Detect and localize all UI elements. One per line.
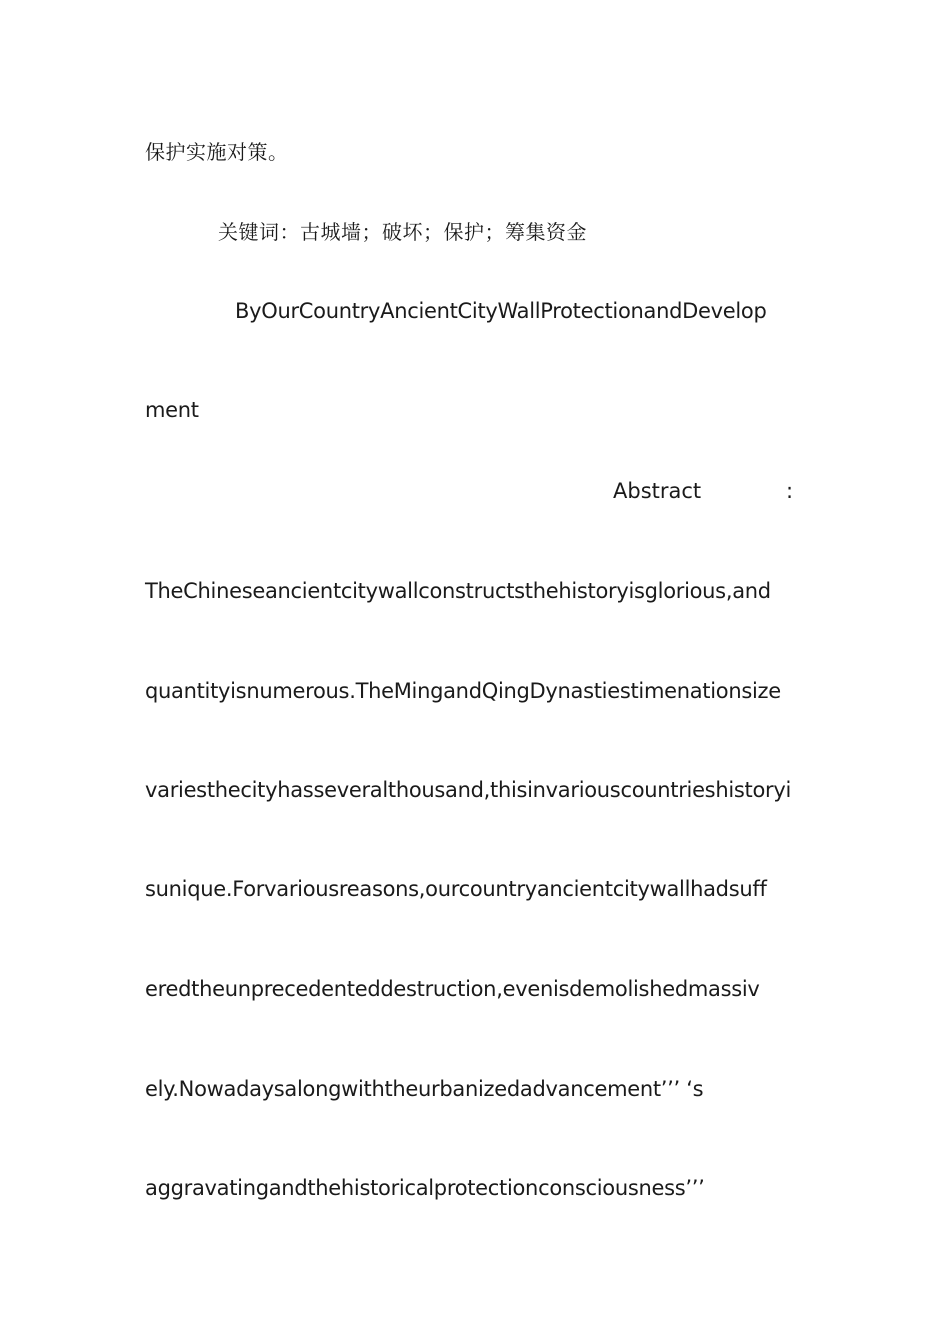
- abstract-line: quantityisnumerous.TheMingandQingDynastiestimenationsize: [145, 679, 781, 703]
- keywords-line: 关键词：古城墙；破坏；保护；筹集资金: [218, 220, 587, 244]
- english-title-continuation: ment: [145, 398, 199, 422]
- abstract-colon: :: [786, 479, 794, 503]
- abstract-line: eredtheunprecedenteddestruction,evenisdemolishedmassiv: [145, 977, 760, 1001]
- abstract-line: aggravatingandthehistoricalprotectionconsciousness’’’: [145, 1176, 705, 1200]
- english-title-line: ByOurCountryAncientCityWallProtectionandDevelop: [235, 299, 767, 323]
- abstract-line: variesthecityhasseveralthousand,thisinvariouscountrieshistoryi: [145, 778, 791, 802]
- abstract-label: Abstract: [613, 479, 702, 503]
- abstract-line: TheChineseancientcitywallconstructsthehistoryisglorious,and: [145, 579, 771, 603]
- abstract-line: sunique.Forvariousreasons,ourcountryancientcitywallhadsuff: [145, 877, 767, 901]
- abstract-line: ely.Nowadaysalongwiththeurbanizedadvancement’’’ ‘s: [145, 1077, 704, 1101]
- chinese-text-line: 保护实施对策。: [145, 140, 289, 164]
